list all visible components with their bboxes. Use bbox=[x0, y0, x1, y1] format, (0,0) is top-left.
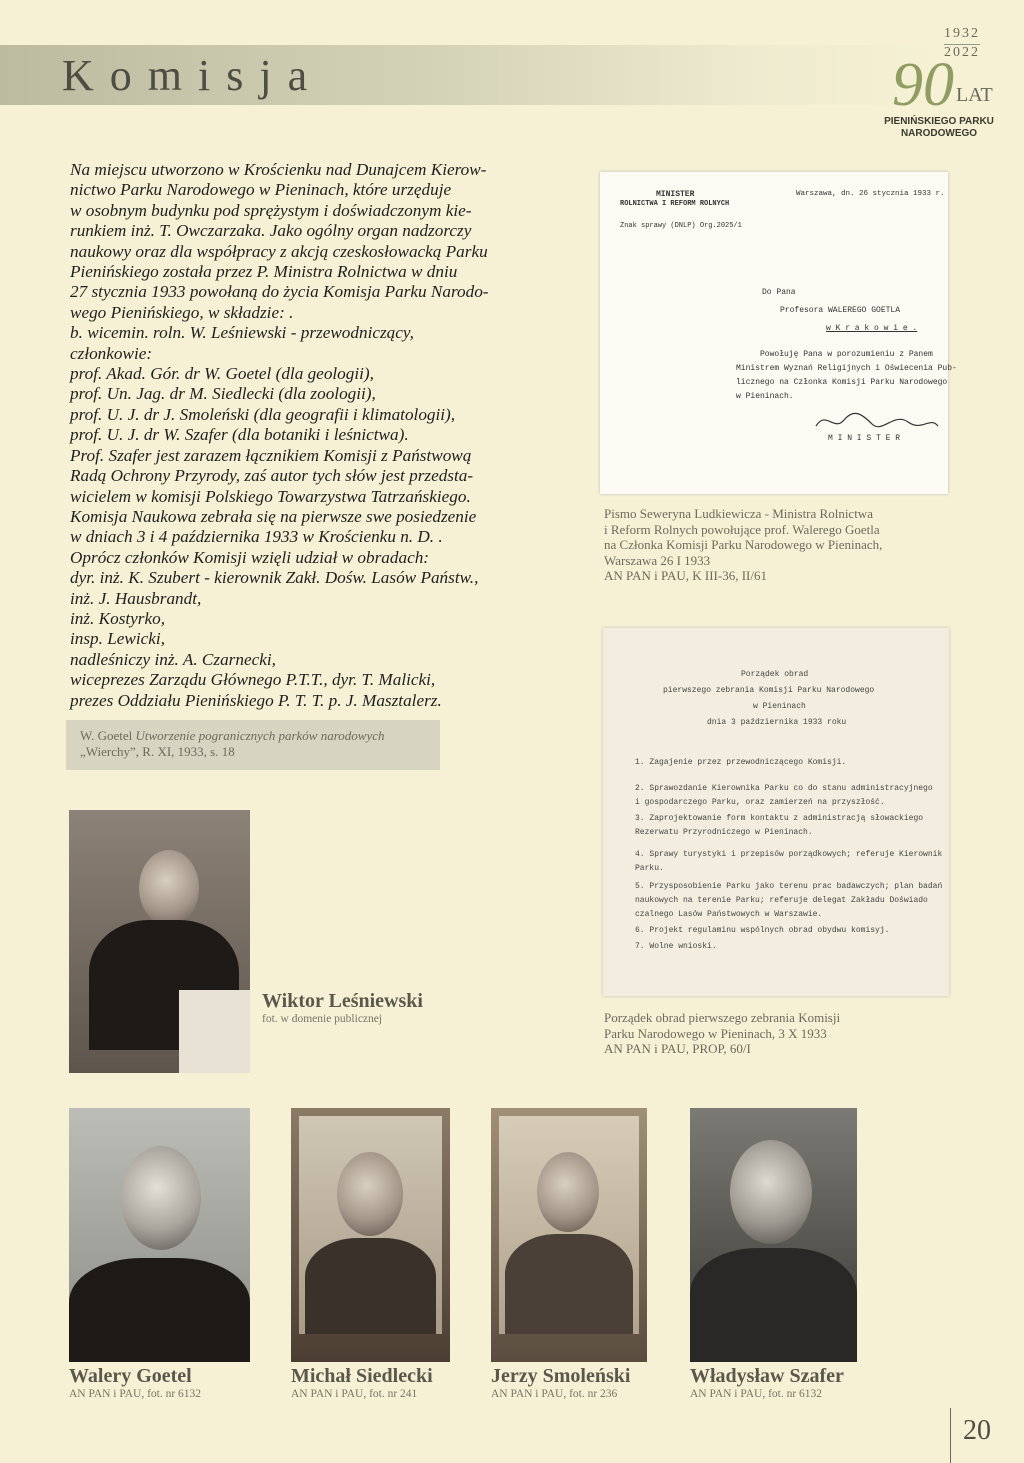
doc1-line: licznego na Członka Komisji Parku Narodowego bbox=[736, 378, 948, 387]
portrait-name: Michał Siedlecki bbox=[291, 1365, 433, 1387]
doc2-heading: dnia 3 października 1933 roku bbox=[707, 718, 847, 727]
doc2-item: 4. Sprawy turystyki i przepisów porządkowych; referuje Kierownik bbox=[635, 850, 943, 859]
caption-line: Porządek obrad pierwszego zebrania Komisji bbox=[604, 1010, 841, 1025]
portrait-name: Walery Goetel bbox=[69, 1365, 192, 1387]
photo-siedlecki bbox=[291, 1108, 450, 1362]
body-line: prof. Akad. Gór. dr W. Goetel (dla geologii), bbox=[70, 364, 374, 384]
caption-line: AN PAN i PAU, K III-36, II/61 bbox=[604, 568, 767, 584]
agenda-document bbox=[603, 628, 949, 996]
body-line: Pienińskiego została przez P. Ministra Rolnictwa w dniu bbox=[70, 262, 458, 282]
doc2-item: 3. Zaprojektowanie form kontaktu z administracją słowackiego bbox=[635, 814, 924, 823]
body-line: nadleśniczy inż. A. Czarnecki, bbox=[70, 649, 276, 669]
body-line: Prof. Szafer jest zarazem łącznikiem Komisji z Państwową bbox=[70, 445, 472, 465]
doc1-line: Ministrem Wyznań Religijnych i Oświecenia Pub- bbox=[736, 364, 957, 373]
doc2-item: naukowych na terenie Parku; referuje delegat Zakładu Doświado bbox=[635, 896, 928, 905]
doc2-heading: w Pieninach bbox=[753, 702, 806, 711]
body-line: w osobnym budynku pod sprężystym i doświadczonym kie- bbox=[70, 200, 472, 220]
logo-line1: PIENIŃSKIEGO PARKU bbox=[884, 116, 994, 127]
body-line: 27 stycznia 1933 powołaną do życia Komisja Parku Narodo- bbox=[70, 282, 489, 302]
photo-lesniewski bbox=[69, 810, 250, 1073]
portrait-source: fot. w domenie publicznej bbox=[262, 1013, 383, 1025]
logo-lat: LAT bbox=[956, 84, 993, 106]
doc2-item: 6. Projekt regulaminu wspólnych obrad obydwu komisyj. bbox=[635, 926, 890, 935]
source-note bbox=[66, 720, 440, 770]
portrait-head bbox=[730, 1140, 812, 1244]
body-line: Na miejscu utworzono w Krościenku nad Dunajcem Kierow- bbox=[70, 160, 487, 179]
doc1-line: Powołuję Pana w porozumieniu z Panem bbox=[760, 350, 933, 359]
doc2-item: i gospodarczego Parku, oraz zamierzeń na przyszłość. bbox=[635, 798, 885, 807]
body-line: wego Pienińskiego, w składzie: . bbox=[70, 302, 294, 322]
caption-line: AN PAN i PAU, PROP, 60/I bbox=[604, 1041, 751, 1057]
portrait-head bbox=[121, 1146, 201, 1250]
body-line: inż. J. Hausbrandt, bbox=[70, 588, 202, 608]
body-line: w dniach 3 i 4 października 1933 w Krościenku n. D. . bbox=[70, 527, 443, 547]
body-line: wiceprezes Zarządu Głównego P.T.T., dyr. T. Malicki, bbox=[70, 670, 436, 690]
portrait-source: AN PAN i PAU, fot. nr 6132 bbox=[69, 1388, 202, 1400]
doc2-heading: Porządek obrad bbox=[741, 670, 809, 679]
caption-line: i Reform Rolnych powołujące prof. Walerego Goetla bbox=[604, 521, 880, 537]
portrait-name: Wiktor Leśniewski bbox=[262, 990, 423, 1012]
body-line: Radą Ochrony Przyrody, zaś autor tych słów jest przedsta- bbox=[70, 466, 474, 486]
doc1-line: w K r a k o w i e . bbox=[826, 324, 918, 333]
anniversary-logo bbox=[884, 24, 994, 144]
photo-smolenski bbox=[491, 1108, 647, 1362]
portrait-head bbox=[139, 850, 199, 926]
portrait-body bbox=[305, 1238, 436, 1334]
portrait-head bbox=[337, 1152, 403, 1236]
caption-line: na Członka Komisji Parku Narodowego w Pieninach, bbox=[604, 537, 883, 553]
body-line: inż. Kostyrko, bbox=[70, 608, 166, 628]
doc1-line: w Pieninach. bbox=[736, 392, 794, 401]
letter-document bbox=[600, 172, 957, 494]
doc2-item: 5. Przysposobienie Parku jako terenu prac badawczych; plan badań bbox=[635, 882, 943, 891]
doc1-line: Profesora WALEREGO GOETLA bbox=[780, 306, 901, 315]
portrait-body bbox=[690, 1248, 857, 1362]
doc2-heading: pierwszego zebrania Komisji Parku Narodowego bbox=[663, 686, 875, 695]
doc1-date: Warszawa, dn. 26 stycznia 1933 r. bbox=[796, 190, 945, 198]
body-line: prof. U. J. dr W. Szafer (dla botaniki i leśnictwa). bbox=[70, 425, 409, 445]
page-number: 20 bbox=[963, 1415, 991, 1446]
doc1-line: MINISTER bbox=[656, 190, 695, 199]
body-line: wicielem w komisji Polskiego Towarzystwa Tatrzańskiego. bbox=[70, 486, 471, 506]
page-title: Komisja bbox=[62, 51, 324, 100]
doc1-line: Do Pana bbox=[762, 288, 796, 297]
body-line: Komisja Naukowa zebrała się na pierwsze swe posiedzenie bbox=[70, 506, 477, 526]
logo-number: 90 bbox=[892, 51, 954, 119]
body-line: insp. Lewicki, bbox=[70, 629, 166, 649]
portrait-source: AN PAN i PAU, fot. nr 6132 bbox=[690, 1388, 823, 1400]
portrait-name: Jerzy Smoleński bbox=[491, 1365, 631, 1387]
doc1-sign: M I N I S T E R bbox=[828, 434, 901, 443]
note-author: W. Goetel bbox=[80, 728, 136, 743]
body-line: członkowie: bbox=[70, 343, 153, 363]
portrait-source: AN PAN i PAU, fot. nr 241 bbox=[291, 1388, 418, 1400]
body-line: prof. U. J. dr J. Smoleński (dla geografii i klimatologii), bbox=[70, 404, 456, 424]
body-line: prezes Oddziału Pienińskiego P. T. T. p. J. Masztalerz. bbox=[70, 690, 442, 710]
body-text bbox=[70, 160, 546, 711]
doc2-item: 7. Wolne wnioski. bbox=[635, 942, 717, 951]
logo-year-end: 2022 bbox=[944, 45, 980, 60]
body-line: Oprócz członków Komisji wzięli udział w obradach: bbox=[70, 547, 430, 567]
doc2-item: Rezerwatu Przyrodniczego w Pieninach. bbox=[635, 828, 813, 837]
caption-line: Parku Narodowego w Pieninach, 3 X 1933 bbox=[604, 1025, 827, 1041]
paper-shape bbox=[179, 990, 250, 1073]
body-line: runkiem inż. T. Owczarzaka. Jako ogólny organ nadzorczy bbox=[70, 221, 472, 241]
body-line: prof. Un. Jag. dr M. Siedlecki (dla zoologii), bbox=[70, 384, 376, 404]
caption-agenda bbox=[604, 1010, 840, 1057]
body-line: dyr. inż. K. Szubert - kierownik Zakł. Dośw. Lasów Państw., bbox=[70, 568, 479, 588]
note-work: Utworzenie pogranicznych parków narodowych bbox=[135, 728, 385, 743]
note-line2: „Wierchy”, R. XI, 1933, s. 18 bbox=[80, 744, 235, 759]
doc2-item: Parku. bbox=[635, 864, 664, 873]
portrait-head bbox=[537, 1152, 599, 1232]
page-number-divider bbox=[950, 1408, 951, 1463]
caption-line: Warszawa 26 I 1933 bbox=[604, 552, 711, 568]
doc2-item: czalnego Lasów Państwowych w Warszawie. bbox=[635, 910, 823, 919]
photo-szafer bbox=[690, 1108, 857, 1362]
doc2-item: 2. Sprawozdanie Kierownika Parku co do stanu administracyjnego bbox=[635, 784, 933, 793]
logo-year-start: 1932 bbox=[944, 26, 980, 41]
portrait-body bbox=[69, 1258, 250, 1362]
portrait-name: Władysław Szafer bbox=[690, 1365, 844, 1387]
note-line1 bbox=[80, 728, 385, 744]
signature-icon bbox=[812, 406, 942, 436]
portrait-source: AN PAN i PAU, fot. nr 236 bbox=[491, 1388, 618, 1400]
doc1-line: ROLNICTWA I REFORM ROLNYCH bbox=[620, 200, 730, 208]
doc1-ref: Znak sprawy (DNLP) Org.2025/1 bbox=[620, 222, 742, 230]
portrait-body bbox=[505, 1234, 633, 1334]
body-line: naukowy oraz dla współpracy z akcją czeskosłowacką Parku bbox=[70, 241, 488, 261]
doc2-item: 1. Zagajenie przez przewodniczącego Komisji. bbox=[635, 758, 847, 767]
caption-line: Pismo Seweryna Ludkiewicza - Ministra Rolnictwa bbox=[604, 506, 873, 521]
body-line: b. wicemin. roln. W. Leśniewski - przewodniczący, bbox=[70, 323, 414, 343]
logo-line2: NARODOWEGO bbox=[900, 128, 978, 139]
body-line: nictwo Parku Narodowego w Pieninach, które urzęduje bbox=[70, 180, 452, 200]
caption-letter bbox=[604, 506, 882, 584]
photo-goetel bbox=[69, 1108, 250, 1362]
